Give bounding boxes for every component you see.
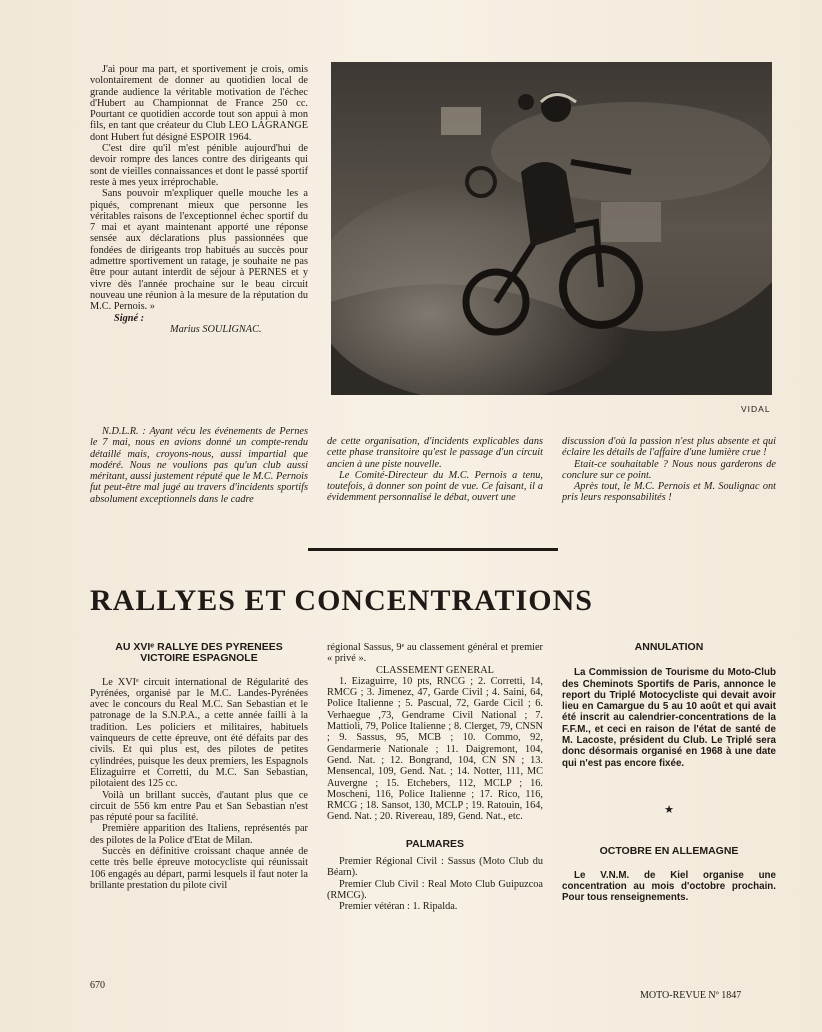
annulation-column bbox=[562, 642, 776, 903]
classement-title: CLASSEMENT GENERAL bbox=[376, 664, 494, 676]
rallye-paragraph: Voilà un brillant succès, d'autant plus que ce circuit de 556 km entre Pau et San Sebastian n'est pas réputé pour sa facilité. bbox=[90, 789, 308, 824]
section-headline: RALLYES ET CONCENTRATIONS bbox=[90, 584, 593, 617]
rallye-column bbox=[90, 642, 308, 891]
ndlr-text: Etait-ce souhaitable ? Nous nous garderons de conclure sur ce point. bbox=[562, 458, 776, 481]
palmares-title: PALMARES bbox=[405, 837, 465, 850]
letter-column bbox=[90, 64, 308, 335]
rallye-title-line-1: AU XVIᵉ RALLYE DES PYRENEES bbox=[115, 641, 283, 653]
signed-label: Signé : bbox=[114, 312, 145, 324]
ndlr-column-2 bbox=[327, 436, 543, 504]
letter-paragraph: J'ai pour ma part, et sportivement je crois, omis volontairement de donner au quotidien local de grande audience la véritable motivation de l'échec d'Hubert au Championnat de France 250 cc. Pourtant ce quotidien accorde tout son appui à mon fils, en tant que créateur du Club LEO LAGRANGE dont Hubert fut désigné ESPOIR 1964. bbox=[90, 64, 308, 143]
classement-column bbox=[327, 642, 543, 913]
ndlr-text: de cette organisation, d'incidents explicables dans cette phase transitoire qu'est le passage d'un circuit ancien à une piste nouvelle. bbox=[327, 436, 543, 470]
classement-intro: régional Sassus, 9ᵉ au classement général et premier « privé ». bbox=[327, 642, 543, 665]
ndlr-column-3 bbox=[562, 436, 776, 504]
ndlr-text: discussion d'où la passion n'est plus absente et qui éclaire les détails de l'affaire d'une lumière crue ! bbox=[562, 436, 776, 459]
letter-author: Marius SOULIGNAC. bbox=[170, 323, 262, 335]
letter-paragraph: Sans pouvoir m'expliquer quelle mouche les a piqués, comprenant mieux que personne les véritables raisons de l'exceptionnel échec sportif du 7 mai et ayant maintenant apporté une réponse sensée aux déclarations plus passionnées que fondées de dirigeants trop habitués au succès pour admettre sportivement un ratage, je souhaite ne pas être pour autant interdit de séjour à PERNES et y vivre dès l'année prochaine sur le beau circuit nouveau une réunion à la mesure de la réputation du M.C. Pernois. » bbox=[90, 188, 308, 313]
classement-list: 1. Eizaguirre, 10 pts, RNCG ; 2. Corretti, 14, RMCG ; 3. Jimenez, 47, Garde Civil ; 4. Saini, 64, Police Italienne ; 5. Pascual, 72, Garde Cicil ; 6. Verhaegue ,73, Gendrame Civil National ; 7. Mattioli, 79, Police Italienne ; 8. Clerget, 79, CNSN ; 9. Sassus, 95, MCB ; 10. Commo, 92, Gendarmerie Nationale ; 11. Daigremont, 104, Gend. Nat. ; 12. Bongrand, 104, CN SN ; 13. Mensencal, 109, Gend. Nat. ; 14. Notter, 111, MC Auvergne ; 15. Etchebers, 112, MCLP ; 16. Moscheni, 116, Police Italienne ; 17. Rico, 116, RMCG ; 18. Sansot, 130, MCLP ; 19. Ratouin, 164, Gend. Nat. ; 20. Rivereau, 189, Gend. Nat., etc. bbox=[327, 675, 543, 823]
ndlr-column-1 bbox=[90, 426, 308, 505]
palmares-item: Premier Club Civil : Real Moto Club Guipuzcoa (RMCG). bbox=[327, 878, 543, 901]
annulation-text: La Commission de Tourisme du Moto-Club des Cheminots Sportifs de Paris, annonce le report du Triplé Motocycliste qui devait avoir lieu en Camargue du 5 au 10 août et qui avait été inscrit au calendrier-concentrations de la F.F.M., et ceci en raison de l'état de santé de M. Lacoste, président du Club. Le Triplé sera donc désormais organisé en 1968 à une date qui n'est pas encore fixée. bbox=[562, 667, 776, 769]
rallye-paragraph: Première apparition des Italiens, représentés par des pilotes de la Police d'Etat de Milan. bbox=[90, 823, 308, 846]
rallye-paragraph: Le XVIᵉ circuit international de Régularité des Pyrénées, organisé par le M.C. Landes-Pyrénées avec le concours du Real M.C. San Sebastian et le patronage de la S.N.P.A., a cette année failli à la tradition. Les policiers et militaires, habituels vainqueurs de cette épreuve, ont été défaits par des civils. Et qui plus est, des pilotes de petites cylindrées, puisque les deux premiers, les Espagnols Elizaguirre et Corretti, du M.C. San Sebastian, pilotaient des 125 cc. bbox=[90, 676, 308, 790]
motocross-photo bbox=[331, 62, 772, 395]
octobre-text: Le V.N.M. de Kiel organise une concentration au mois d'octobre prochain. Pour tous renseignements. bbox=[562, 869, 776, 904]
ndlr-text: N.D.L.R. : Ayant vécu les événements de Pernes le 7 mai, nous en avions donné un compte-rendu détaillé mais, croyons-nous, aussi impartial que modéré. Nous ne voulions pas qu'un club aussi méritant, aussi justement réputé que le M.C. Pernois fut peut-être mal jugé au travers d'incidents sportifs absolument exceptionnels dans le cadre bbox=[90, 426, 308, 505]
star-separator: ★ bbox=[664, 803, 674, 816]
photo-illustration bbox=[331, 62, 772, 395]
palmares-item: Premier vétéran : 1. Ripalda. bbox=[339, 901, 458, 913]
annulation-title: ANNULATION bbox=[634, 641, 704, 653]
page-number: 670 bbox=[90, 980, 105, 991]
magazine-issue: MOTO-REVUE Nº 1847 bbox=[640, 990, 742, 1001]
rallye-title-line-2: VICTOIRE ESPAGNOLE bbox=[140, 652, 258, 665]
octobre-title: OCTOBRE EN ALLEMAGNE bbox=[599, 845, 739, 858]
ndlr-text: Le Comité-Directeur du M.C. Pernois a tenu, toutefois, à donner son point de vue. Ce faisant, il a évidemment personnalisé le débat, ouvert une bbox=[327, 469, 543, 504]
rallye-paragraph: Succès en définitive croissant chaque année de cette très belle épreuve motocycliste qui réunissait 106 engagés au départ, parmi lesquels il faut noter la brillante prestation du pilote civil bbox=[90, 846, 308, 891]
photo-credit: VIDAL bbox=[741, 404, 771, 414]
letter-paragraph: C'est dire qu'il m'est pénible aujourd'hui de devoir rompre des lances contre des dirigeants qui sont de vieilles connaissances et dont le passé sportif reste à mes yeux irréprochable. bbox=[90, 143, 308, 188]
palmares-item: Premier Régional Civil : Sassus (Moto Club du Béarn). bbox=[327, 856, 543, 879]
section-divider bbox=[308, 548, 558, 551]
ndlr-text: Après tout, le M.C. Pernois et M. Soulignac ont pris leurs responsabilités ! bbox=[562, 481, 776, 504]
